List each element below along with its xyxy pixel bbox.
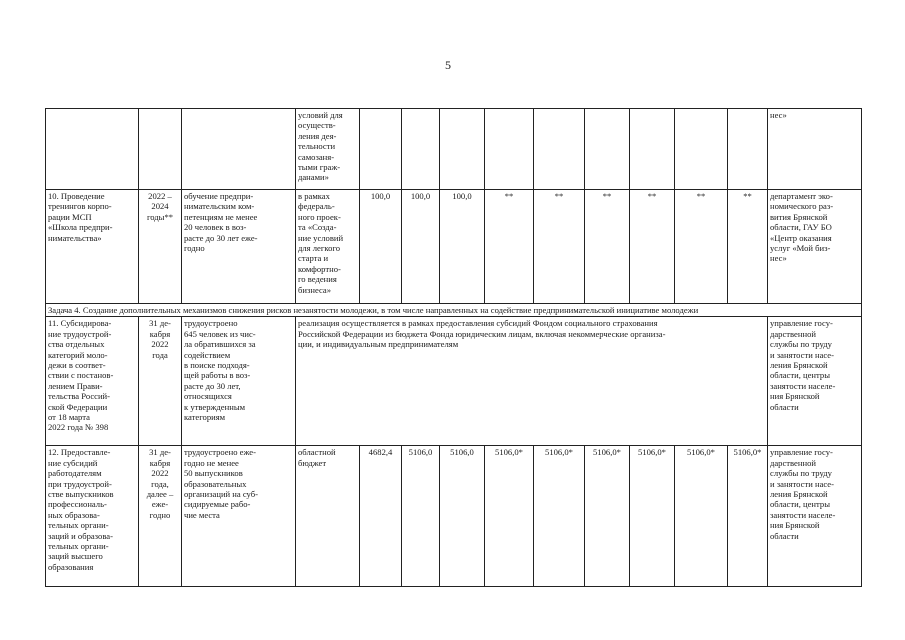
cell-value — [534, 109, 585, 190]
cell-result: трудоустроено 645 человек из чис- ла обратившихся за содействием в поиске подходя- щей работы в воз- расте до 30 лет, относящихся к утвержденным категориям — [182, 317, 296, 446]
cell-value — [630, 109, 675, 190]
cell-value — [675, 109, 728, 190]
cell-value — [360, 109, 402, 190]
cell-value: 5106,0* — [675, 446, 728, 587]
cell-financing-note: реализация осуществляется в рамках предоставления субсидий Фондом социального страхования Российской Федерации из бюджета Фонда юридическим лицам, включая некоммерческие организа- ции, и индивидуальным предпринимателям — [296, 317, 768, 446]
cell-value: ** — [485, 190, 534, 304]
cell-executor: управление госу- дарственной службы по труду и занятости насе- ления Брянской области, центры занятости населе- ния Брянской области — [768, 317, 862, 446]
cell-result: обучение предпри- нимательским ком- петенциям не менее 20 человек в воз- расте до 30 лет еже- годно — [182, 190, 296, 304]
program-table — [45, 108, 862, 587]
cell-value: ** — [585, 190, 630, 304]
cell-event: 12. Предоставле- ние субсидий работодателям при трудоустрой- стве выпускников профессиональ- ных образова- тельных органи- заций и образова- тельных органи- заций высшего образования — [46, 446, 139, 587]
cell-executor: департамент эко- номического раз- вития Брянской области, ГАУ БО «Центр оказания услуг «Мой биз- нес» — [768, 190, 862, 304]
table-row-continuation — [46, 109, 862, 190]
cell-executor: нес» — [768, 109, 862, 190]
cell-executor: управление госу- дарственной службы по труду и занятости насе- ления Брянской области, центры занятости населе- ния Брянской области — [768, 446, 862, 587]
cell-value: 5106,0* — [485, 446, 534, 587]
cell-value: 5106,0* — [585, 446, 630, 587]
cell-value: 5106,0* — [630, 446, 675, 587]
cell-event: 10. Проведение тренингов корпо- рации МСП «Школа предпри- нимательства» — [46, 190, 139, 304]
cell-value: 5106,0 — [440, 446, 485, 587]
cell-term — [139, 109, 182, 190]
cell-value — [485, 109, 534, 190]
section-title: Задача 4. Создание дополнительных механизмов снижения рисков незанятости молодежи, в том числе направленных на содействие предпринимательской инициативе молодежи — [46, 304, 862, 317]
cell-value: 5106,0 — [402, 446, 440, 587]
table-row-10 — [46, 190, 862, 304]
cell-value: 5106,0* — [728, 446, 768, 587]
cell-value: ** — [728, 190, 768, 304]
cell-source: условий для осуществ- ления дея- тельности самозаня- тыми граж- данами» — [296, 109, 360, 190]
section-heading-row — [46, 304, 862, 317]
cell-term: 2022 – 2024 годы** — [139, 190, 182, 304]
cell-source: областной бюджет — [296, 446, 360, 587]
cell-event: 11. Субсидирова- ние трудоустрой- ства отдельных категорий моло- дежи в соответ- ствии с постанов- лением Прави- тельства Россий- ской Федерации от 18 марта 2022 года № 398 — [46, 317, 139, 446]
cell-value: 4682,4 — [360, 446, 402, 587]
cell-term: 31 де- кабря 2022 года, далее – еже- годно — [139, 446, 182, 587]
table-row-11 — [46, 317, 862, 446]
cell-value — [585, 109, 630, 190]
cell-event — [46, 109, 139, 190]
cell-value — [402, 109, 440, 190]
cell-value: 100,0 — [402, 190, 440, 304]
cell-value: 100,0 — [440, 190, 485, 304]
cell-value — [440, 109, 485, 190]
cell-result — [182, 109, 296, 190]
page-number: 5 — [445, 58, 451, 72]
cell-value: ** — [630, 190, 675, 304]
cell-value: ** — [534, 190, 585, 304]
cell-value: 100,0 — [360, 190, 402, 304]
cell-source: в рамках федераль- ного проек- та «Созда- ние условий для легкого старта и комфортно- го ведения бизнеса» — [296, 190, 360, 304]
cell-term: 31 де- кабря 2022 года — [139, 317, 182, 446]
cell-result: трудоустроено еже- годно не менее 50 выпускников образовательных организаций на суб- сидируемые рабо- чие места — [182, 446, 296, 587]
cell-value: 5106,0* — [534, 446, 585, 587]
table-row-12 — [46, 446, 862, 587]
cell-value: ** — [675, 190, 728, 304]
cell-value — [728, 109, 768, 190]
